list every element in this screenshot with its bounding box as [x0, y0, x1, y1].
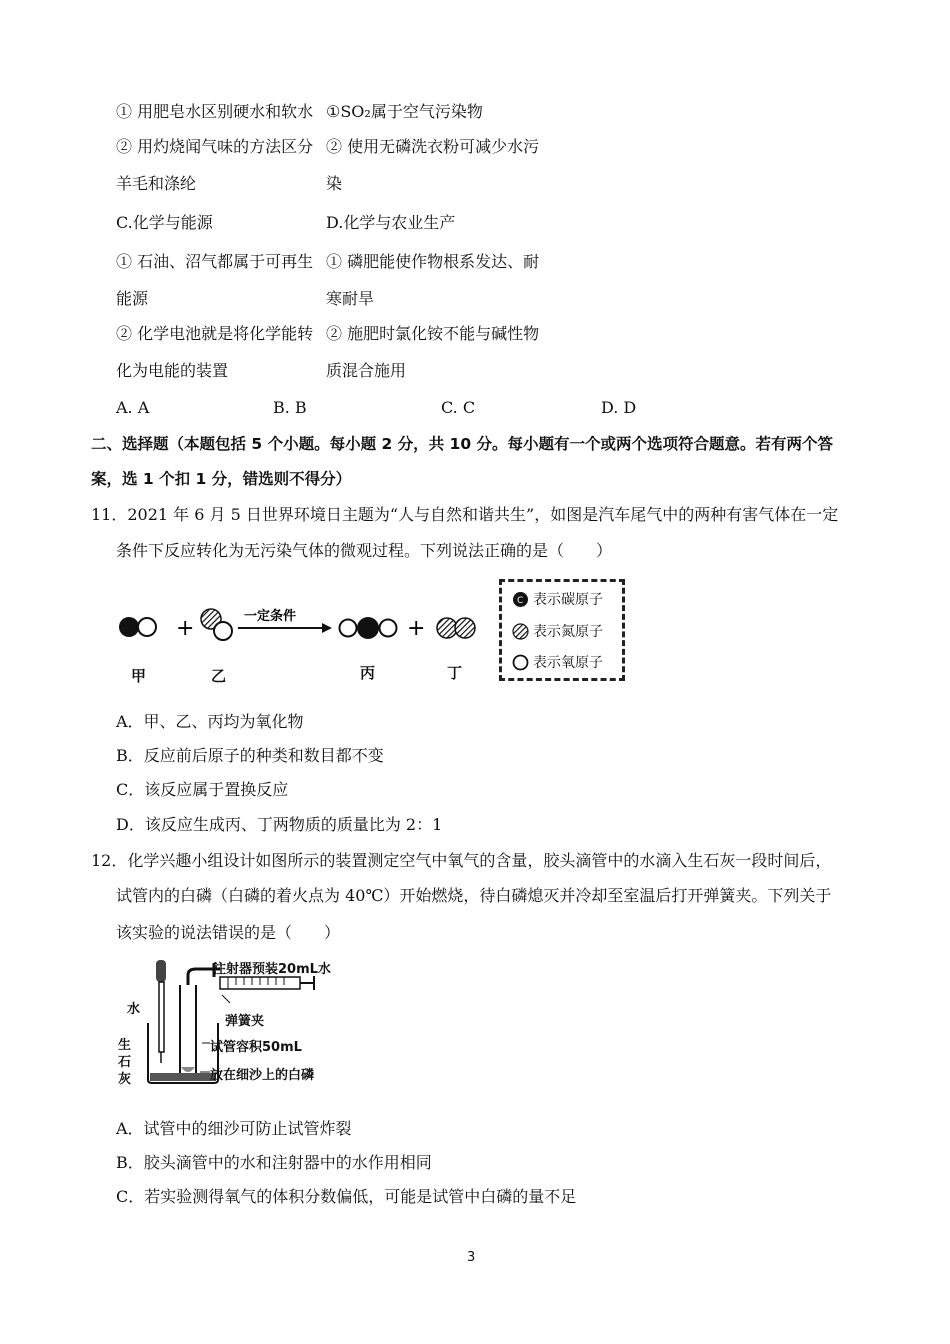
nitrogen-atom-icon	[512, 623, 529, 640]
option-d-item2-cont: 质混合施用	[326, 361, 407, 380]
option-c-heading: C.化学与能源	[116, 213, 213, 232]
label-yi: 乙	[211, 667, 227, 685]
q11-option-d: D．该反应生成丙、丁两物质的质量比为 2：1	[116, 815, 443, 834]
option-b-item2-cont: 染	[326, 174, 343, 193]
svg-text:+: +	[407, 616, 426, 641]
section-heading-line1: 二、选择题（本题包括 5 个小题。每小题 2 分，共 10 分。每小题有一个或两个选项符合题意。若有两个答	[91, 435, 834, 453]
carbon-atom-icon	[512, 591, 529, 608]
legend-carbon: C 表示碳原子	[512, 589, 603, 609]
q12-stem-line1: 12．化学兴趣小组设计如图所示的装置测定空气中氧气的含量，胶头滴管中的水滴入生石灰一段时间后，	[91, 851, 832, 870]
label-tube: 试管容积50mL	[210, 1040, 302, 1055]
option-d-item1: ① 磷肥能使作物根系发达、耐	[326, 252, 540, 271]
q11-option-a: A．甲、乙、丙均为氧化物	[116, 712, 304, 731]
reaction-diagram	[110, 595, 490, 685]
q12-option-a: A．试管中的细沙可防止试管炸裂	[116, 1119, 352, 1138]
q10-option-d: D. D	[601, 398, 637, 417]
q12-stem-line2: 试管内的白磷（白磷的着火点为 40℃）开始燃烧，待白磷熄灭并冷却至室温后打开弹簧夹。下列关于	[116, 886, 832, 905]
page-number: 3	[467, 1250, 476, 1265]
label-lime-3: 灰	[118, 1072, 132, 1087]
q11-stem-line1: 11．2021 年 6 月 5 日世界环境日主题为“人与自然和谐共生”，如图是汽车尾气中的两种有害气体在一定	[91, 505, 839, 524]
label-lime-1: 生	[118, 1038, 132, 1053]
legend-nitrogen: 表示氮原子	[512, 621, 603, 641]
plus-sign: +	[176, 616, 195, 641]
molecule-ding	[437, 618, 475, 638]
label-lime-2: 石	[118, 1055, 132, 1070]
svg-text:C: C	[517, 595, 524, 606]
label-ding: 丁	[447, 664, 463, 682]
legend-oxygen: 表示氧原子	[512, 652, 603, 672]
legend-box	[499, 579, 625, 681]
option-a-item2: ② 用灼烧闻气味的方法区分	[116, 137, 314, 156]
q12-stem-line3: 该实验的说法错误的是（ ）	[116, 923, 341, 942]
q10-option-c: C. C	[441, 398, 476, 417]
option-d-item1-cont: 寒耐旱	[326, 289, 375, 308]
option-a-item2-cont: 羊毛和涤纶	[116, 174, 197, 193]
option-d-heading: D.化学与农业生产	[326, 213, 456, 232]
option-d-item2: ② 施肥时氯化铵不能与碱性物	[326, 324, 540, 343]
label-syringe: 注射器预装20mL水	[213, 962, 331, 977]
label-jia: 甲	[131, 667, 147, 685]
label-bing: 丙	[360, 664, 376, 682]
oxygen-atom-icon	[512, 654, 529, 671]
option-a-item1: ① 用肥皂水区别硬水和软水	[116, 102, 314, 121]
reaction-condition: 一定条件	[244, 609, 297, 624]
option-b-item2: ② 使用无磷洗衣粉可减少水污	[326, 137, 540, 156]
option-c-item2: ② 化学电池就是将化学能转	[116, 324, 314, 343]
q11-option-b: B．反应前后原子的种类和数目都不变	[116, 746, 384, 765]
molecule-bing	[340, 617, 397, 639]
option-c-item1: ① 石油、沼气都属于可再生	[116, 252, 314, 271]
q11-option-c: C．该反应属于置换反应	[116, 780, 289, 799]
label-clamp: 弹簧夹	[225, 1014, 265, 1029]
q10-option-a: A. A	[116, 398, 150, 417]
molecule-yi	[201, 609, 232, 640]
q11-stem-line2: 条件下反应转化为无污染气体的微观过程。下列说法正确的是（ ）	[116, 541, 613, 560]
label-phosphorus: 放在细沙上的白磷	[210, 1068, 315, 1083]
q10-option-b: B. B	[273, 398, 307, 417]
option-c-item2-cont: 化为电能的装置	[116, 361, 229, 380]
section-heading-line2: 案，选 1 个扣 1 分，错选则不得分）	[91, 470, 352, 488]
label-water: 水	[127, 1002, 141, 1017]
option-b-item1: ①SO₂属于空气污染物	[326, 102, 483, 121]
q12-option-b: B．胶头滴管中的水和注射器中的水作用相同	[116, 1153, 432, 1172]
molecule-jia	[119, 617, 156, 637]
option-c-item1-cont: 能源	[116, 289, 149, 308]
q12-option-c: C．若实验测得氧气的体积分数偏低，可能是试管中白磷的量不足	[116, 1187, 577, 1206]
